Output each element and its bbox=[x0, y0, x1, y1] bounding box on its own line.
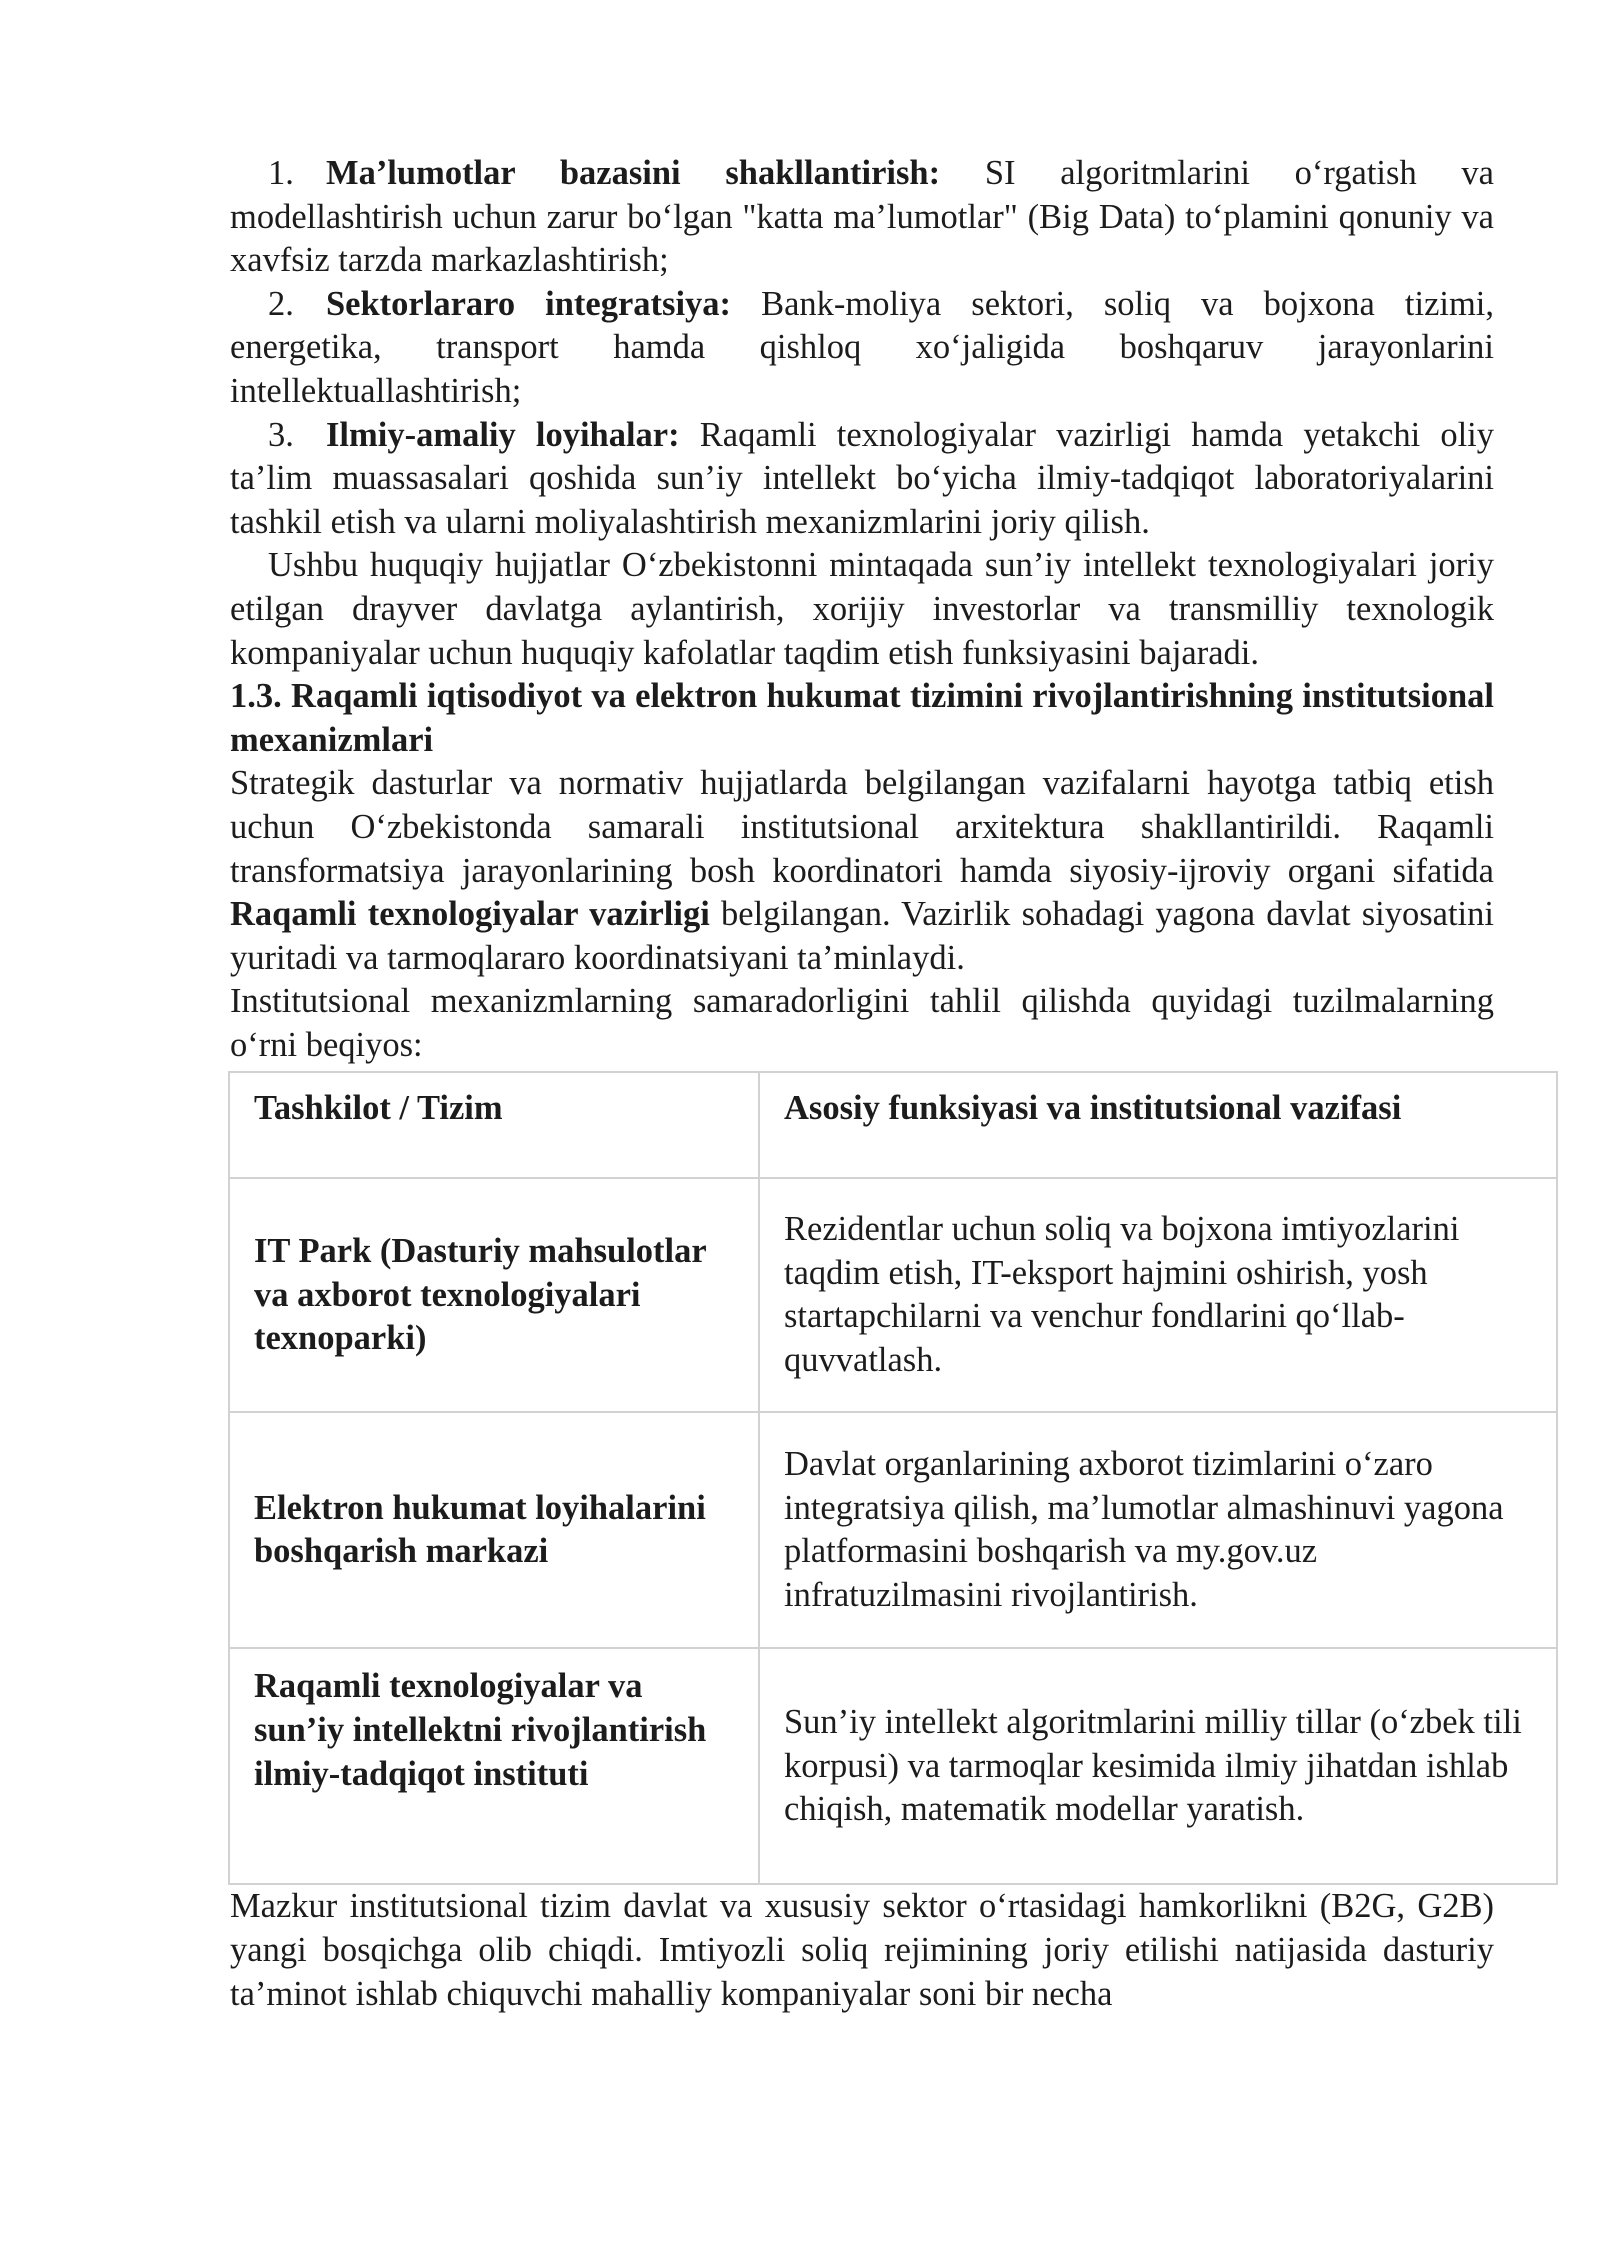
list-number: 3. bbox=[268, 415, 294, 454]
list-item bbox=[230, 414, 1494, 545]
table-row bbox=[229, 1648, 1557, 1884]
list-item-title: Ilmiy-amaliy loyihalar: bbox=[326, 415, 680, 454]
table-cell-org: Elektron hukumat loyihalarini boshqarish markazi bbox=[229, 1412, 759, 1648]
table-cell-org: Raqamli texnologiyalar va sun’iy intellektni rivojlantirish ilmiy-tadqiqot instituti bbox=[229, 1648, 759, 1884]
document-page bbox=[230, 152, 1522, 2016]
list-item-title: Sektorlararo integratsiya: bbox=[326, 284, 732, 323]
table-header-cell: Asosiy funksiyasi va institutsional vazifasi bbox=[759, 1072, 1557, 1178]
list-item-text: Raqamli texnologiyalar vazirligi hamda yetakchi oliy ta’lim muassasalari qoshida sun’iy intellekt bo‘yicha ilmiy-tadqiqot laboratoriyalarini tashkil etish va ularni moliyalashtirish mexanizmlarini joriy qilish. bbox=[230, 415, 1494, 541]
paragraph-strategy bbox=[230, 762, 1494, 980]
paragraph-text: Strategik dasturlar va normativ hujjatlarda belgilangan vazifalarni hayotga tatbiq etish uchun O‘zbekistonda samarali institutsional arxitektura shakllantirildi. Raqamli transformatsiya jarayonlarining bosh koordinatori hamda siyosiy-ijroviy organi sifatida bbox=[230, 764, 1494, 890]
table-cell-desc: Sun’iy intellekt algoritmlarini milliy tillar (o‘zbek tili korpusi) va tarmoqlar kesimida ilmiy jihatdan ishlab chiqish, matematik modellar yaratish. bbox=[759, 1648, 1557, 1884]
list-item-title: Ma’lumotlar bazasini shakllantirish: bbox=[326, 154, 941, 192]
table-header-cell: Tashkilot / Tizim bbox=[229, 1072, 759, 1178]
section-heading: 1.3. Raqamli iqtisodiyot va elektron hukumat tizimini rivojlantirishning institutsional mexanizmlari bbox=[230, 677, 1494, 759]
paragraph-table-intro: Institutsional mexanizmlarning samaradorligini tahlil qilishda quyidagi tuzilmalarning o‘rni beqiyos: bbox=[230, 982, 1494, 1064]
table-cell-desc: Rezidentlar uchun soliq va bojxona imtiyozlarini taqdim etish, IT-eksport hajmini oshirish, yosh startapchilarni va venchur fondlarini qo‘llab-quvvatlash. bbox=[759, 1178, 1557, 1412]
list-item bbox=[230, 283, 1494, 414]
table-cell-desc: Davlat organlarining axborot tizimlarini o‘zaro integratsiya qilish, ma’lumotlar almashinuvi yagona platformasini boshqarish va my.gov.uz infratuzilmasini rivojlantirish. bbox=[759, 1412, 1557, 1648]
paragraph-legal: Ushbu huquqiy hujjatlar O‘zbekistonni mintaqada sun’iy intellekt texnologiyalari joriy etilgan drayver davlatga aylantirish, xorijiy investorlar va transmilliy texnologik kompaniyalar uchun huquqiy kafolatlar taqdim etish funksiyasini bajaradi. bbox=[230, 546, 1494, 672]
table-header-row bbox=[229, 1072, 1557, 1178]
ministry-name: Raqamli texnologiyalar vazirligi bbox=[230, 895, 710, 934]
list-number: 2. bbox=[268, 284, 294, 323]
table-row bbox=[229, 1412, 1557, 1648]
list-item-text: SI algoritmlarini o‘rgatish va modellashtirish uchun zarur bo‘lgan "katta ma’lumotlar" (Big Data) to‘plamini qonuniy va xavfsiz tarzda markazlashtirish; bbox=[230, 154, 1494, 280]
table-cell-org: IT Park (Dasturiy mahsulotlar va axborot texnologiyalari texnoparki) bbox=[229, 1178, 759, 1412]
paragraph-text: belgilangan. Vazirlik sohadagi yagona davlat siyosatini yuritadi va tarmoqlararo koordinatsiyani ta’minlaydi. bbox=[230, 895, 1494, 977]
list-number: 1. bbox=[268, 154, 294, 192]
list-item-text: Bank-moliya sektori, soliq va bojxona tizimi, energetika, transport hamda qishloq xo‘jaligida boshqaruv jarayonlarini intellektuallashtirish; bbox=[230, 284, 1495, 410]
list-item bbox=[230, 152, 1494, 283]
institutions-table bbox=[228, 1071, 1558, 1885]
paragraph-final: Mazkur institutsional tizim davlat va xususiy sektor o‘rtasidagi hamkorlikni (B2G, G2B) yangi bosqichga olib chiqdi. Imtiyozli soliq rejimining joriy etilishi natijasida dasturiy ta’minot ishlab chiquvchi mahalliy kompaniyalar soni bir necha bbox=[230, 1887, 1494, 2013]
table-row bbox=[229, 1178, 1557, 1412]
